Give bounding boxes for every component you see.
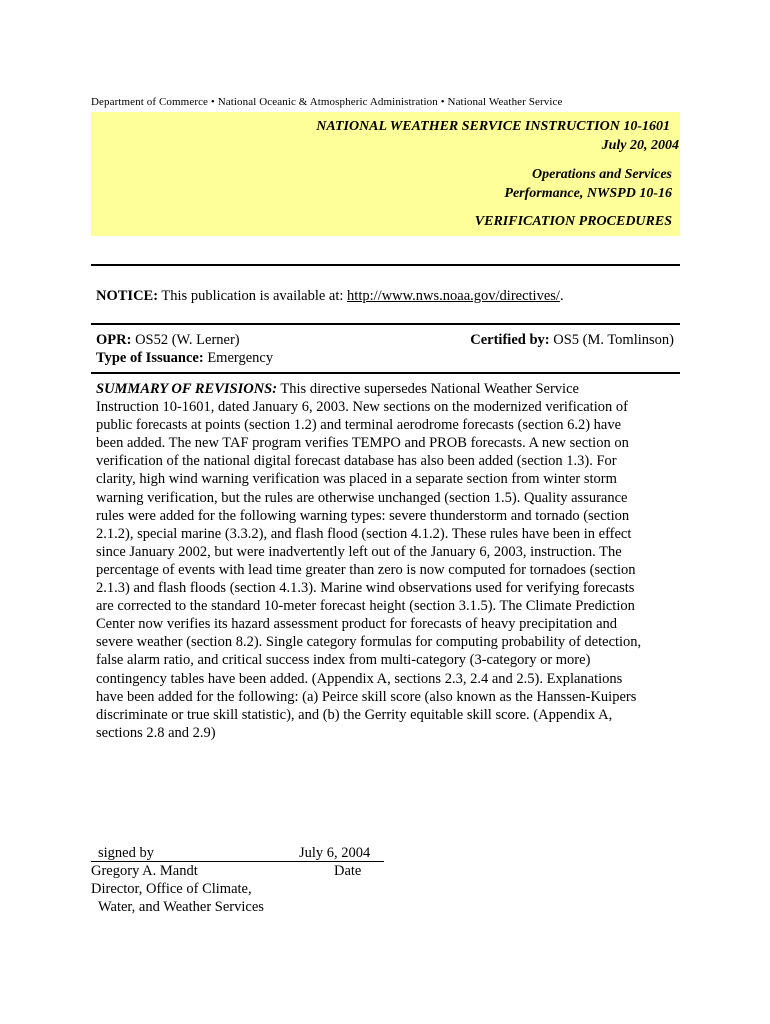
certified-line (470, 332, 674, 349)
directives-link[interactable]: http://www.nws.noaa.gov/directives/ (347, 288, 560, 304)
notice-label: NOTICE: (96, 288, 159, 304)
certified-label: Certified by: (470, 332, 550, 348)
summary-line: public forecasts at points (section 1.2) and terminal aerodrome forecasts (section 6.2) have (96, 417, 622, 434)
notice (96, 288, 564, 305)
summary-line (96, 380, 676, 398)
divider-top (91, 264, 680, 266)
summary-line: warning verification, but the rules are otherwise unchanged (section 1.5). Quality assurance (96, 489, 628, 506)
divider-notice (91, 323, 680, 325)
summary-line: sections 2.8 and 2.9) (96, 724, 216, 741)
summary-line: false alarm ratio, and critical success index from multi-category (3-category or more) (96, 652, 591, 669)
sign-date: July 6, 2004 (299, 845, 371, 861)
signed-by: signed by (98, 845, 154, 861)
signer-name: Gregory A. Mandt (91, 863, 198, 879)
issuance-line (96, 350, 273, 367)
notice-text: This publication is available at: (158, 288, 348, 304)
summary-line: Center now verifies its hazard assessment product for forecasts of heavy precipitation and (96, 616, 618, 633)
summary-label: SUMMARY OF REVISIONS: (96, 381, 278, 397)
summary-line: 2.1.3) and flash floods (section 4.1.3). Marine wind observations used for verifying forecasts (96, 580, 635, 597)
summary-line: since January 2002, but were inadvertently left out of the January 6, 2003, instruction. The (96, 543, 622, 560)
operations-line-1: Operations and Services (532, 167, 672, 182)
summary-line: are corrected to the standard 10-meter forecast height (section 3.1.5). The Climate Prediction (96, 598, 635, 615)
signature-line (91, 861, 384, 862)
summary-line: have been added for the following: (a) Peirce skill score (also known as the Hanssen-Kuipers (96, 688, 637, 705)
signer-title-2: Water, and Weather Services (98, 899, 264, 915)
summary-line: clarity, high wind warning verification was placed in a separate section from winter storm (96, 471, 617, 488)
opr-value: OS52 (W. Lerner) (131, 332, 240, 348)
summary-line: contingency tables have been added. (Appendix A, sections 2.3, 2.4 and 2.5). Explanations (96, 670, 623, 687)
summary-of-revisions (96, 380, 676, 742)
divider-opr (91, 372, 680, 374)
opr-line (96, 332, 240, 349)
signer-title-1: Director, Office of Climate, (91, 881, 252, 897)
issuance-value: Emergency (203, 350, 274, 366)
subject-title: VERIFICATION PROCEDURES (474, 214, 672, 229)
instruction-title: NATIONAL WEATHER SERVICE INSTRUCTION 10-1601 (316, 119, 670, 134)
opr-label: OPR: (96, 332, 132, 348)
summary-line: rules were added for the following warning types: severe thunderstorm and tornado (section (96, 507, 630, 524)
summary-line: severe weather (section 8.2). Single category formulas for computing probability of detection, (96, 634, 642, 651)
issuance-label: Type of Issuance: (96, 350, 204, 366)
summary-line-text: This directive supersedes National Weather Service (277, 381, 579, 397)
date-label: Date (334, 863, 362, 879)
summary-line: verification of the national digital forecast database has also been added (section 1.3). For (96, 453, 617, 470)
operations-line-2: Performance, NWSPD 10-16 (504, 186, 672, 201)
instruction-date: July 20, 2004 (601, 138, 679, 153)
department-line: Department of Commerce • National Oceanic & Atmospheric Administration • National Weather Service (91, 96, 563, 108)
summary-line: Instruction 10-1601, dated January 6, 2003. New sections on the modernized verification of (96, 399, 628, 416)
certified-value: OS5 (M. Tomlinson) (549, 332, 674, 348)
summary-line: 2.1.2), special marine (3.3.2), and flash flood (section 4.1.2). These rules have been in effect (96, 525, 632, 542)
summary-line: discriminate or true skill statistic), and (b) the Gerrity equitable skill score. (Appendix A, (96, 706, 613, 723)
summary-line: been added. The new TAF program verifies TEMPO and PROB forecasts. A new section on (96, 435, 629, 452)
notice-end: . (559, 288, 564, 304)
summary-line: percentage of events with lead time greater than zero is now computed for tornadoes (section (96, 561, 636, 578)
